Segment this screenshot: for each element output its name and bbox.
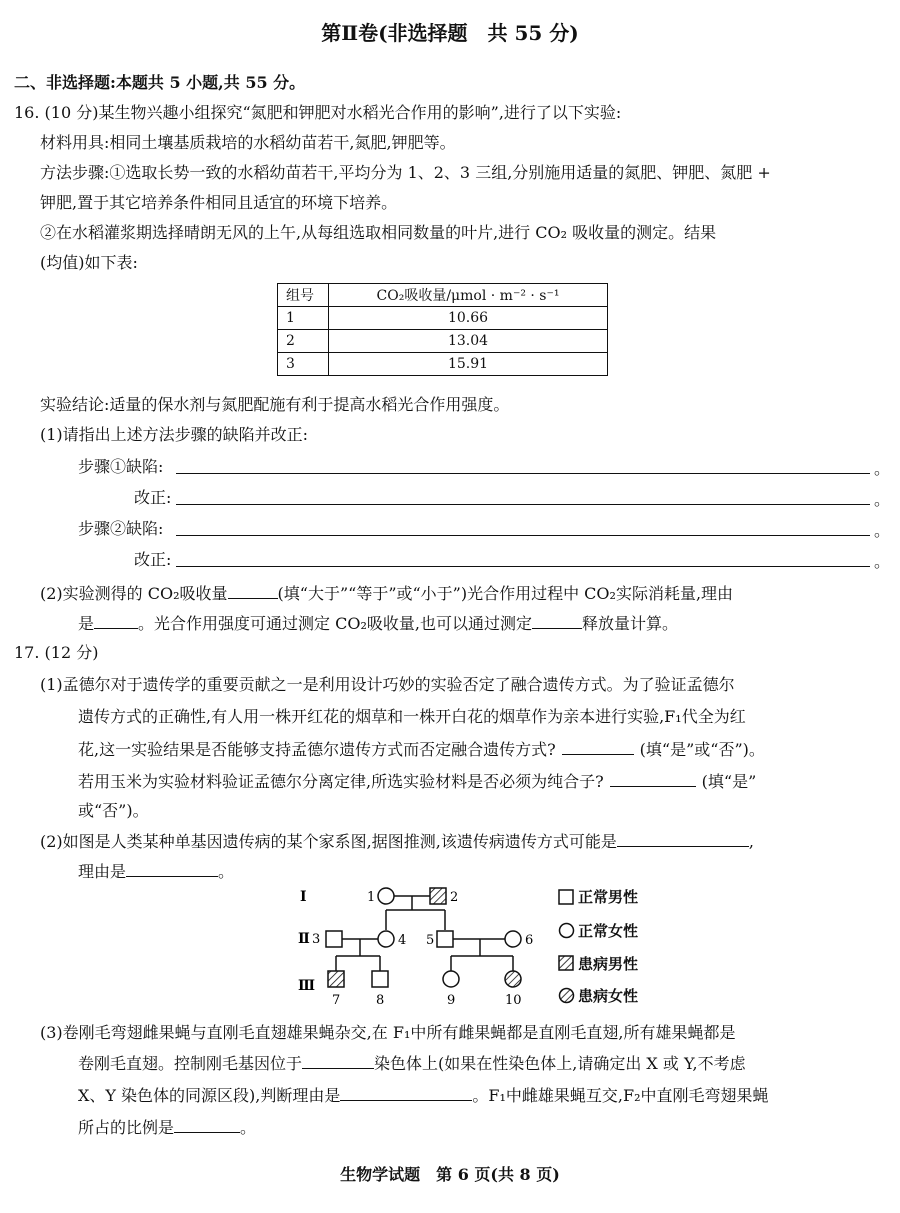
q16-method-1a: 方法步骤:①选取长势一致的水稻幼苗若干,平均分为 1、2、3 三组,分别施用适量的氮肥、钾肥、氮肥 + [40, 163, 771, 182]
table-cell: 3 [278, 353, 329, 376]
q17-p2-line2 [78, 860, 234, 883]
individual-id: 10 [505, 993, 522, 1008]
q17-text: 卷刚毛直翅。控制刚毛基因位于 [78, 1054, 303, 1073]
q16-sub2-text: 释放量计算。 [581, 614, 678, 633]
affected-female-legend-icon [558, 987, 575, 1004]
answer-line[interactable] [176, 473, 870, 474]
generation-label: Ⅱ [298, 931, 310, 947]
legend-label: 正常男性 [578, 888, 639, 906]
page-title: 第Ⅱ卷(非选择题 共 55 分) [321, 21, 579, 45]
q17-stem: 17. (12 分) [14, 643, 99, 662]
q17-text: , [748, 832, 754, 851]
table-row [278, 330, 608, 353]
affected-male-legend-icon [558, 955, 574, 971]
individual-id: 2 [450, 890, 459, 905]
q16-materials: 材料用具:相同土壤基质栽培的水稻幼苗若干,氮肥,钾肥等。 [40, 133, 456, 152]
end-mark: 。 [874, 521, 891, 540]
individual-1-normal-female [378, 888, 394, 904]
q17-p3-line2 [78, 1052, 746, 1075]
q16-sub2-text: (2)实验测得的 CO₂吸收量 [40, 584, 228, 603]
individual-id: 9 [447, 993, 456, 1008]
individual-id: 7 [332, 993, 341, 1008]
q16-sub2-text: 是 [78, 614, 95, 633]
q16-sub2-line2 [78, 612, 678, 635]
end-mark: 。 [874, 459, 891, 478]
individual-6-normal-female [505, 931, 521, 947]
individual-9-normal-female [443, 971, 459, 987]
step2-fix-label: 改正: [134, 550, 172, 569]
co2-data-table [277, 283, 608, 376]
step1-fix-label: 改正: [134, 488, 172, 507]
end-mark: 。 [874, 552, 891, 571]
q16-stem: 16. (10 分)某生物兴趣小组探究“氮肥和钾肥对水稻光合作用的影响”,进行了以下实验: [14, 103, 622, 122]
q17-text: 染色体上(如果在性染色体上,请确定出 X 或 Y,不考虑 [374, 1054, 746, 1073]
generation-label: Ⅰ [300, 889, 307, 905]
legend-label: 正常女性 [578, 922, 639, 940]
q16-method-2b: (均值)如下表: [40, 253, 138, 272]
q16-sub2-text: (填“大于”“等于”或“小于”)光合作用过程中 CO₂实际消耗量,理由 [277, 584, 734, 603]
individual-id: 5 [426, 933, 435, 948]
table-header-cell: 组号 [278, 284, 329, 307]
individual-id: 6 [525, 933, 534, 948]
table-header-row [278, 284, 608, 307]
q17-text: 。F₁中雌雄果蝇互交,F₂中直刚毛弯翅果蝇 [472, 1086, 769, 1105]
q16-method-2a: ②在水稻灌浆期选择晴朗无风的上午,从每组选取相同数量的叶片,进行 CO₂ 吸收量的测定。结果 [40, 223, 717, 242]
q17-p3-line3 [78, 1084, 769, 1107]
individual-4-normal-female [378, 931, 394, 947]
q16-sub1: (1)请指出上述方法步骤的缺陷并改正: [40, 425, 309, 444]
q17-p3-line1: (3)卷刚毛弯翅雌果蝇与直刚毛直翅雄果蝇杂交,在 F₁中所有雌果蝇都是直刚毛直翅,所有雄果蝇都是 [40, 1023, 736, 1042]
answer-blank[interactable] [302, 1052, 374, 1069]
q17-p1-line5: 或“否”)。 [78, 801, 149, 820]
q16-conclusion: 实验结论:适量的保水剂与氮肥配施有利于提高水稻光合作用强度。 [40, 395, 510, 414]
individual-3-normal-male [326, 931, 342, 947]
end-mark: 。 [874, 490, 891, 509]
q17-p1-line3 [78, 738, 765, 761]
answer-blank[interactable] [562, 738, 634, 755]
q17-text: 。 [240, 1118, 257, 1137]
answer-line[interactable] [176, 535, 870, 536]
answer-line[interactable] [176, 504, 870, 505]
q17-p1-line2: 遗传方式的正确性,有人用一株开红花的烟草和一株开白花的烟草作为亲本进行实验,F₁代全为红 [78, 707, 746, 726]
step1-defect-label: 步骤①缺陷: [78, 457, 164, 476]
q17-text: 。 [218, 862, 235, 881]
answer-blank[interactable] [94, 612, 138, 629]
q16-method-1b: 钾肥,置于其它培养条件相同且适宜的环境下培养。 [40, 193, 398, 212]
q17-p1-line4 [78, 770, 756, 793]
answer-blank[interactable] [617, 830, 749, 847]
individual-5-normal-male [437, 931, 453, 947]
normal-female-legend-icon [558, 922, 575, 939]
table-header-cell: CO₂吸收量/μmol · m⁻² · s⁻¹ [329, 284, 608, 307]
individual-8-normal-male [372, 971, 388, 987]
answer-blank[interactable] [610, 770, 696, 787]
section-heading: 二、非选择题:本题共 5 小题,共 55 分。 [14, 73, 306, 92]
q17-text: 花,这一实验结果是否能够支持孟德尔遗传方式而否定融合遗传方式? [78, 740, 556, 759]
q17-text: 若用玉米为实验材料验证孟德尔分离定律,所选实验材料是否必须为纯合子? [78, 772, 604, 791]
legend-label: 患病男性 [578, 955, 639, 973]
q17-p3-line4 [78, 1116, 256, 1139]
answer-blank[interactable] [174, 1116, 240, 1133]
answer-blank[interactable] [532, 612, 582, 629]
individual-id: 3 [312, 932, 321, 947]
table-cell: 13.04 [329, 330, 608, 353]
answer-blank[interactable] [340, 1084, 472, 1101]
normal-male-legend-icon [558, 889, 574, 905]
individual-10-affected-female [505, 971, 521, 987]
individual-id: 8 [376, 993, 385, 1008]
answer-line[interactable] [176, 566, 870, 567]
individual-2-affected-male [430, 888, 446, 904]
q17-text: X、Y 染色体的同源区段),判断理由是 [78, 1086, 341, 1105]
page-footer: 生物学试题 第 6 页(共 8 页) [340, 1165, 560, 1184]
q16-sub2-text: 。光合作用强度可通过测定 CO₂吸收量,也可以通过测定 [138, 614, 532, 633]
q17-p2-line1 [40, 830, 754, 853]
individual-7-affected-male [328, 971, 344, 987]
table-cell: 2 [278, 330, 329, 353]
individual-id: 1 [367, 890, 376, 905]
generation-label: Ⅲ [298, 978, 316, 994]
q17-text: (填“是”或“否”)。 [639, 740, 765, 759]
q17-p1-line1: (1)孟德尔对于遗传学的重要贡献之一是利用设计巧妙的实验否定了融合遗传方式。为了验证孟德尔 [40, 675, 735, 694]
individual-id: 4 [398, 933, 407, 948]
step2-defect-label: 步骤②缺陷: [78, 519, 164, 538]
q17-text: (2)如图是人类某种单基因遗传病的某个家系图,据图推测,该遗传病遗传方式可能是 [40, 832, 617, 851]
q16-sub2-line1 [40, 582, 733, 605]
answer-blank[interactable] [126, 860, 218, 877]
table-row [278, 353, 608, 376]
q17-text: 所占的比例是 [78, 1118, 175, 1137]
table-cell: 10.66 [329, 307, 608, 330]
q17-text: 理由是 [78, 862, 127, 881]
legend-label: 患病女性 [578, 987, 639, 1005]
answer-blank[interactable] [228, 582, 278, 599]
table-cell: 15.91 [329, 353, 608, 376]
q17-text: (填“是” [701, 772, 757, 791]
table-row [278, 307, 608, 330]
table-cell: 1 [278, 307, 329, 330]
